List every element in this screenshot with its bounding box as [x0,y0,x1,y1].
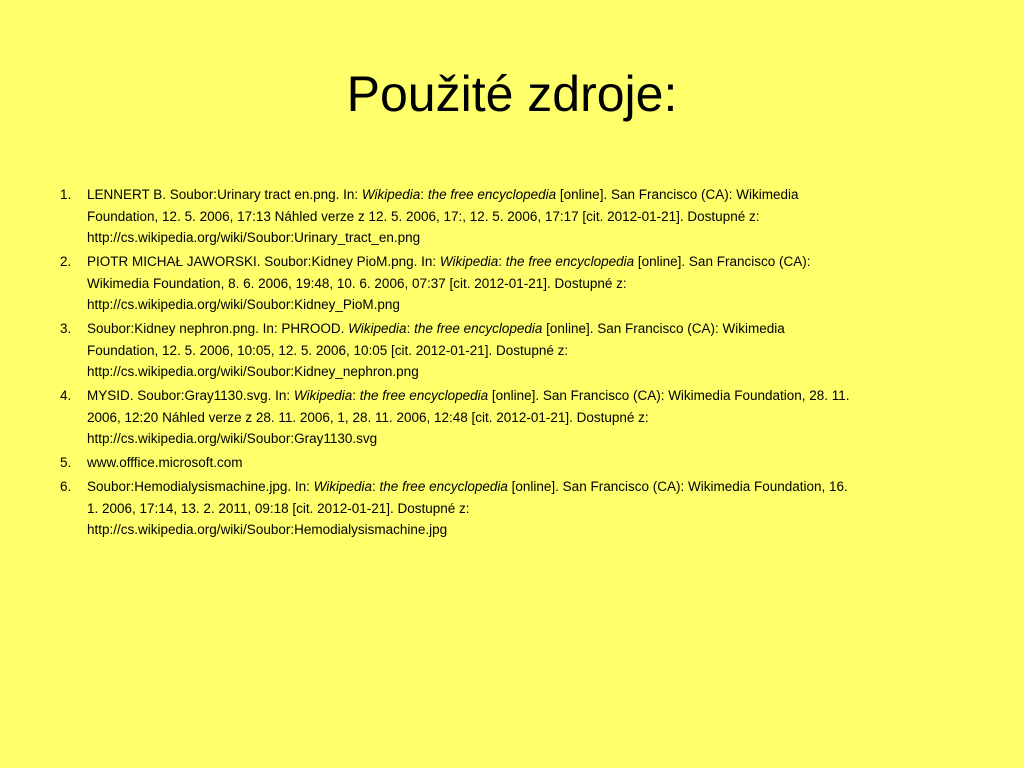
reference-source-subtitle: the free encyclopedia [414,321,543,336]
reference-text: : [420,187,428,202]
reference-item-5 [56,452,968,474]
reference-source-name: Wikipedia [348,321,407,336]
reference-line: Wikimedia Foundation, 8. 6. 2006, 19:48, 10. 6. 2006, 07:37 [cit. 2012-01-21]. Dostupné z: [87,275,627,291]
reference-text: [online]. San Francisco (CA): Wikimedia [542,321,785,336]
reference-source-subtitle: the free encyclopedia [505,254,635,269]
reference-text: MYSID. Soubor:Gray1130.svg. In: [87,388,294,403]
reference-text: : [406,321,415,336]
slide-title: Použité zdroje: [346,66,678,122]
reference-item-4 [56,385,968,450]
reference-url: http://cs.wikipedia.org/wiki/Soubor:Kidney_nephron.png [87,364,419,379]
reference-text: [online]. San Francisco (CA): [634,254,811,269]
reference-item-3 [56,318,968,383]
reference-source-subtitle: the free encyclopedia [427,187,557,202]
reference-url: http://cs.wikipedia.org/wiki/Soubor:Gray1130.svg [87,431,378,446]
reference-url: www.offfice.microsoft.com [87,455,243,470]
reference-source-name: Wikipedia [361,187,421,202]
reference-text: [online]. San Francisco (CA): Wikimedia Foundation, 28. 11. [488,388,850,403]
reference-line: 2006, 12:20 Náhled verze z 28. 11. 2006, 1, 28. 11. 2006, 12:48 [cit. 2012-01-21]. Dostupné z: [87,409,649,425]
reference-text: [online]. San Francisco (CA): Wikimedia Foundation, 16. [507,479,848,494]
reference-text: : [352,388,360,403]
reference-text: LENNERT B. Soubor:Urinary tract en.png. In: [87,187,362,202]
reference-source-name: Wikipedia [439,254,499,269]
reference-number: 5. [60,455,72,470]
reference-text: PIOTR MICHAŁ JAWORSKI. Soubor:Kidney PioM.png. In: [87,254,440,269]
reference-text: [online]. San Francisco (CA): Wikimedia [556,187,799,202]
reference-text: : [372,479,380,494]
reference-line [87,385,968,407]
reference-line [87,251,968,273]
reference-line: Foundation, 12. 5. 2006, 10:05, 12. 5. 2006, 10:05 [cit. 2012-01-21]. Dostupné z: [87,342,569,358]
reference-source-subtitle: the free encyclopedia [379,479,508,494]
reference-line [87,476,968,498]
reference-text: Soubor:Hemodialysismachine.jpg. In: [87,479,314,494]
reference-line [87,184,968,206]
reference-line: Foundation, 12. 5. 2006, 17:13 Náhled verze z 12. 5. 2006, 17:, 12. 5. 2006, 17:17 [cit. 2012-01-21]. Dostupné z: [87,208,760,224]
reference-text: Soubor:Kidney nephron.png. In: PHROOD. [87,321,349,336]
reference-number: 4. [60,388,72,403]
reference-text: : [498,254,506,269]
reference-number: 6. [60,479,72,494]
reference-item-6 [56,476,968,541]
reference-source-name: Wikipedia [313,479,373,494]
reference-source-subtitle: the free encyclopedia [359,388,489,403]
reference-number: 1. [60,187,72,202]
reference-url: http://cs.wikipedia.org/wiki/Soubor:Kidney_PioM.png [87,297,400,312]
reference-number: 2. [60,254,72,269]
reference-url: http://cs.wikipedia.org/wiki/Soubor:Hemodialysismachine.jpg [87,522,448,537]
reference-line [87,318,968,340]
references-list [56,184,968,543]
reference-source-name: Wikipedia [293,388,353,403]
reference-url: http://cs.wikipedia.org/wiki/Soubor:Urinary_tract_en.png [87,230,421,245]
reference-line: 1. 2006, 17:14, 13. 2. 2011, 09:18 [cit. 2012-01-21]. Dostupné z: [87,500,470,516]
reference-item-1 [56,184,968,249]
reference-number: 3. [60,321,72,336]
reference-item-2 [56,251,968,316]
